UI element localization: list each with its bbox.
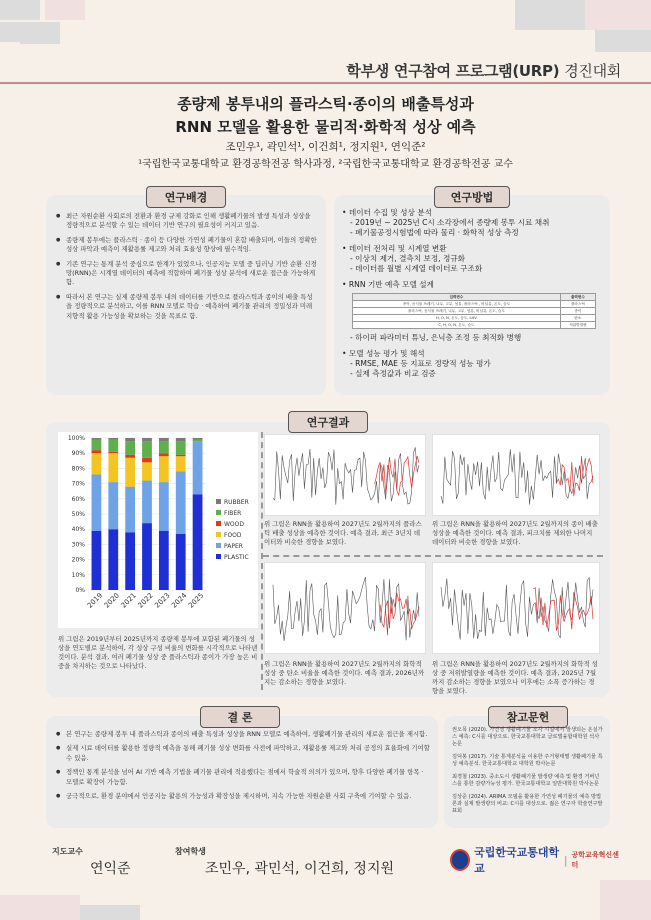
table-cell: 탄소 <box>560 315 595 322</box>
table-cell: H, O, N, 온도, 습도, LHV <box>353 315 561 322</box>
legend-label: FOOD <box>224 532 242 539</box>
bar-segment-plastic-2022 <box>142 523 152 590</box>
legend-swatch <box>216 554 221 559</box>
results-divider <box>261 432 263 690</box>
students-names: 조민우, 곽민석, 이건희, 정지원 <box>205 861 394 877</box>
bar-segment-paper-2020 <box>108 482 118 529</box>
methods-title: 연구방법 <box>434 186 510 208</box>
legend-label: FIBER <box>224 510 242 517</box>
legend-label: PLASTIC <box>224 554 249 561</box>
conclusion-bullet: ● 정책인 통계 분석을 넘어 AI 기반 예측 기법을 폐기물 관리에 적용했다는 점에서 학술적 의의가 있으며, 향후 다양한 폐기물 항목 · 모델로 확장이 가능함. <box>56 768 430 787</box>
bar-segment-food-2019 <box>92 453 102 474</box>
method-block-collection: • 데이터 수집 및 성상 분석 - 2019년 ~ 2025년 C시 소각장에서 종량제 봉투 시료 채취 - 폐기물공정시험법에 따라 물리 · 화학적 성상 측정 <box>342 208 550 237</box>
legend-swatch <box>216 499 221 504</box>
caption-paper-forecast: 위 그림은 RNN을 활용하여 2027년도 2월까지의 종이 배출 성상을 예측한 것이다. 예측 결과, 피크치를 제외한 나머지 데이터와 비슷한 경향을 보였다. <box>432 520 598 546</box>
table-cell: C, H, O, N, 온도, 습도 <box>353 322 561 329</box>
bar-segment-fiber-2025 <box>193 440 203 442</box>
bar-segment-wood-2020 <box>108 452 118 454</box>
background-bullet: ● 기존 연구는 통계 분석 중심으로 한계가 있었으나, 인공지능 모델 중 딥러닝 기반 순환 신경망(RNN)은 시계열 데이터의 예측에 적합하여 폐기물 성상 분석에 새로운 접근을 가능하게 함. <box>56 260 318 288</box>
table-row <box>353 322 596 329</box>
caption-carbon-forecast: 위 그림은 RNN을 활용하여 2027년도 2월까지의 화학적 성상 중 탄소 비율을 예측한 것이다. 예측 결과, 2026년까지는 감소하는 경향을 보였다. <box>264 660 425 686</box>
bar-segment-rubber-2023 <box>159 438 169 441</box>
table-cell: 플라스틱, 음식물 쓰레기, 나무, 고무, 섬유, 비닐류, 온도, 습도 <box>353 308 561 315</box>
university-emblem-icon <box>450 849 470 871</box>
table-row <box>353 308 596 315</box>
advisor-name: 연익준 <box>90 861 131 877</box>
reference-item: 권오목 (2020). 가연성 생활폐기물 소각 시설에서 발생되는 온실가스 예측: C시를 대상으로. 한국교통대학교 글로벌융합대학원 석사논문 <box>452 727 603 747</box>
conclusion-bullet: ● 궁극적으로, 환경 분야에서 인공지능 활용의 가능성과 확장성을 제시하며, 지속 가능한 자원순환 사회 구축에 기여할 수 있음. <box>56 792 430 801</box>
caption-plastic-forecast: 위 그림은 RNN을 활용하여 2027년도 2월까지의 플라스틱 배출 성상을 예측한 것이다. 예측 결과, 최근 3년치 데이터와 비슷한 경향을 보였다. <box>264 520 422 546</box>
legend-swatch <box>216 510 221 515</box>
decor-block <box>585 0 651 30</box>
logo-divider: | <box>563 853 568 867</box>
y-tick-label: 30% <box>71 541 85 549</box>
references-body <box>452 727 604 821</box>
x-tick-label: 2021 <box>119 591 138 610</box>
background-title: 연구배경 <box>146 186 226 208</box>
background-bullet: ● 따라서 본 연구는 실제 종량제 봉투 내의 데이터를 기반으로 플라스틱과 종이의 배출 특성을 정량적으로 분석하고, 이를 RNN 모델로 학습 · 예측하여 폐기물 관리의 정밀성과 미래지향적 활용 가능성을 확보하는 것을 목표로 함. <box>56 293 318 321</box>
bar-segment-fiber-2020 <box>108 440 118 452</box>
observed-series-line <box>441 449 593 504</box>
bar-segment-wood-2022 <box>142 458 152 463</box>
conclusion-title: 결 론 <box>200 706 280 728</box>
table-cell: 종이, 음식물 쓰레기, 나무, 고무, 섬유, 플라스틱 , 비닐류, 온도, 습도 <box>353 301 561 308</box>
y-tick-label: 80% <box>71 465 85 473</box>
table-header: 출력변수 <box>560 294 595 301</box>
model-variable-table <box>352 293 596 329</box>
decor-block <box>0 895 80 920</box>
x-tick-label: 2022 <box>136 591 155 610</box>
logo-subtext: 공학교육혁신센터 <box>571 851 619 869</box>
methods-body: • 데이터 수집 및 성상 분석 - 2019년 ~ 2025년 C시 소각장에서 종량제 봉투 시료 채취 - 폐기물공정시험법에 따라 물리 · 화학적 성상 측정 • 데이터 전처리 및 시계열 변환 - 이상치 제거, 결측치 보정, 정규화 - 데이터를 월별 시계열 데이터로 구조화 • RNN 기반 예측 모델 설계 입력변수 출력변수 종이, 음식물 쓰레기, 나무, 고무, 섬유, 플라스틱 , 비닐류, 온도, 습도 플라스틱 플라스틱, 음식물 쓰레기, 나무, 고무, 섬유, 비닐류, 온도, 습도 종이 H, O, N, 온도, 습도, LHV 탄소 C, H, O, N, 온도, 습도 저위발열량 - 하이퍼 파라미터 튜닝, 은닉층 조정 등 최적화 병행 • 모델 성능 평가 및 해석 - RMSE, MAE 등 지표로 정량적 성능 평가 - 실제 측정값과 비교 검증 <box>342 208 604 379</box>
poster-title-line2: RNN 모델을 활용한 물리적·화학적 성상 예측 <box>175 118 476 136</box>
background-bullet: ● 종량제 봉투에는 플라스틱 · 종이 등 다양한 가연성 폐기물이 혼합 배출되며, 이들의 정확한 성상 파악과 예측이 재활용률 제고와 처리 효율성 향상에 필수적임. <box>56 236 318 255</box>
x-tick-label: 2019 <box>85 591 105 610</box>
decor-block <box>0 0 40 20</box>
university-logo <box>450 840 620 880</box>
x-tick-label: 2024 <box>170 591 189 610</box>
bar-segment-food-2023 <box>159 456 169 482</box>
legend-swatch <box>216 543 221 548</box>
bar-segment-rubber-2020 <box>108 438 118 440</box>
x-tick-label: 2020 <box>102 591 122 610</box>
bar-segment-food-2022 <box>142 462 152 480</box>
bar-segment-food-2021 <box>125 458 135 487</box>
bar-segment-plastic-2023 <box>159 531 169 590</box>
decor-block <box>595 30 651 52</box>
caption-lhv-forecast: 위 그림은 RNN을 활용하여 2027년도 2월까지의 화학적 성상 중 저위발열량을 예측한 것이다. 예측 결과, 2025년 7월까지 감소하는 경향을 보였으나 이후에는 소폭 증가하는 경향을 보였다. <box>432 660 598 695</box>
bar-segment-food-2020 <box>108 453 118 482</box>
students-label: 참여학생 <box>175 847 206 856</box>
decor-block <box>80 905 140 920</box>
method-eval-head: • 모델 성능 평가 및 해석 <box>342 349 425 358</box>
legend-label: RUBBER <box>224 499 249 506</box>
bar-segment-fiber-2021 <box>125 441 135 455</box>
method-rnn-sub: - 하이퍼 파라미터 튜닝, 은닉층 조정 등 최적화 병행 <box>350 333 522 342</box>
bar-segment-plastic-2020 <box>108 529 118 590</box>
authors: 조민우¹, 곽민석¹, 이건희¹, 정지원¹, 연익준² <box>225 141 426 153</box>
decor-block <box>600 880 651 920</box>
table-cell: 종이 <box>560 308 595 315</box>
reference-item: 최경철 (2023). 중소도시 생활폐기물 발생량 예측 및 환경 거버넌스를 통한 감량가능성 평가. 한국교통대학교 일반대학원 박사논문 <box>452 774 600 787</box>
bar-segment-paper-2023 <box>159 482 169 531</box>
method-block-preprocessing: • 데이터 전처리 및 시계열 변환 - 이상치 제거, 결측치 보정, 정규화 - 데이터를 월별 시계열 데이터로 구조화 <box>342 244 483 273</box>
references-title: 참고문헌 <box>488 706 568 728</box>
observed-series-line <box>273 577 419 641</box>
bar-segment-fiber-2019 <box>92 440 102 451</box>
legend-swatch <box>216 532 221 537</box>
table-row <box>353 301 596 308</box>
legend-label: PAPER <box>224 543 243 550</box>
y-tick-label: 70% <box>71 480 85 488</box>
bar-segment-rubber-2019 <box>92 438 102 440</box>
header-divider <box>0 82 651 84</box>
y-tick-label: 0% <box>75 587 85 594</box>
lhv-forecast-plot <box>432 562 600 654</box>
bar-segment-wood-2021 <box>125 455 135 458</box>
y-tick-label: 40% <box>71 526 85 534</box>
poster-title-line1: 종량제 봉투내의 플라스틱·종이의 배출특성과 <box>177 95 474 113</box>
x-tick-label: 2025 <box>187 591 206 610</box>
bar-segment-paper-2019 <box>92 474 102 530</box>
conclusion-bullet: ● 본 연구는 종량제 봉투 내 플라스틱과 종이의 배출 특성과 성상을 RNN 모델로 예측하여, 생활폐기물 관리의 새로운 접근을 제시함. <box>56 730 430 739</box>
caption-bar-chart: 위 그림은 2019년부터 2025년까지 종량제 봉투에 포함된 폐기물의 성상을 연도별로 분석하여, 각 성상 구성 비율의 변화를 시각적으로 나타낸 것이다. 분석 결과, 여러 폐기물 성상 중 플라스틱과 종이가 가장 높은 비중을 차지하는 것으로 나타났다. <box>58 635 258 670</box>
event-title: 학부생 연구참여 프로그램(URP) 경진대회 <box>346 62 621 80</box>
conclusion-bullet: ● 실제 시료 데이터를 활용한 정량적 예측을 통해 폐기물 성상 변화를 사전에 파악하고, 재활용률 제고와 처리 공정의 효율화에 기여할 수 있음. <box>56 744 430 763</box>
legend-swatch <box>216 521 221 526</box>
bar-segment-fiber-2023 <box>159 441 169 453</box>
bar-segment-paper-2022 <box>142 481 152 524</box>
table-row <box>353 315 596 322</box>
y-tick-label: 50% <box>71 511 85 518</box>
background-body <box>56 212 318 326</box>
decor-block <box>515 0 585 30</box>
conclusion-body <box>56 730 430 806</box>
decor-block <box>45 0 85 20</box>
observed-series-line <box>273 447 419 504</box>
x-tick-label: 2023 <box>153 591 172 610</box>
bar-segment-plastic-2025 <box>193 494 203 590</box>
bar-segment-fiber-2022 <box>142 441 152 458</box>
paper-forecast-plot <box>432 434 600 516</box>
table-header: 입력변수 <box>353 294 561 301</box>
decor-block <box>20 22 60 44</box>
bar-segment-rubber-2024 <box>176 438 186 441</box>
bar-segment-rubber-2021 <box>125 438 135 441</box>
bar-segment-plastic-2021 <box>125 532 135 590</box>
bar-segment-rubber-2025 <box>193 438 203 440</box>
results-title: 연구결과 <box>288 411 368 433</box>
bar-segment-plastic-2019 <box>92 531 102 590</box>
bar-segment-paper-2024 <box>176 471 186 533</box>
y-tick-label: 100% <box>67 435 85 442</box>
bar-segment-food-2024 <box>176 456 186 471</box>
decor-block <box>0 22 20 42</box>
affiliation: ¹국립한국교통대학교 환경공학전공 학사과정, ²국립한국교통대학교 환경공학전공 교수 <box>138 159 513 170</box>
bar-segment-rubber-2022 <box>142 438 152 441</box>
plastic-forecast-plot <box>264 434 426 516</box>
reference-item: 김상준 (2024). ARIMA 모델을 활용한 가연성 폐기물의 예측 방법론과 실제 발생량의 비교: C시를 대상으로. 젊은 연구자 학술연구발표회 <box>452 794 603 814</box>
results-divider-h <box>263 555 603 557</box>
reference-item: 김덕봉 (2017). 기술 통계분석을 이용한 주거형태별 생활폐기물 특성 예측분석. 한국교통대학교 대학원 박사논문 <box>452 754 603 767</box>
carbon-forecast-plot <box>264 562 426 654</box>
method-rnn-head: • RNN 기반 예측 모델 설계 <box>342 280 434 289</box>
y-tick-label: 60% <box>71 495 85 503</box>
advisor-label: 지도교수 <box>52 847 83 856</box>
bar-segment-wood-2023 <box>159 453 169 456</box>
y-tick-label: 20% <box>71 556 85 564</box>
bar-segment-wood-2019 <box>92 450 102 453</box>
bar-segment-wood-2024 <box>176 455 186 457</box>
composition-bar-chart <box>58 432 258 628</box>
table-cell: 저위발열량 <box>560 322 595 329</box>
bar-segment-plastic-2024 <box>176 534 186 590</box>
logo-text: 국립한국교통대학교 <box>474 846 560 875</box>
y-tick-label: 10% <box>71 571 85 579</box>
bar-segment-paper-2025 <box>193 441 203 494</box>
legend-label: WOOD <box>224 521 244 528</box>
background-bullet: ● 최근 자원순환 사회로의 전환과 환경 규제 강화로 인해 생활폐기물의 발생 특성과 성상을 정량적으로 분석할 수 있는 데이터 기반 연구의 필요성이 커지고 있음. <box>56 212 318 231</box>
bar-segment-fiber-2024 <box>176 441 186 455</box>
y-tick-label: 90% <box>71 450 85 458</box>
bar-segment-paper-2021 <box>125 487 135 533</box>
table-cell: 플라스틱 <box>560 301 595 308</box>
